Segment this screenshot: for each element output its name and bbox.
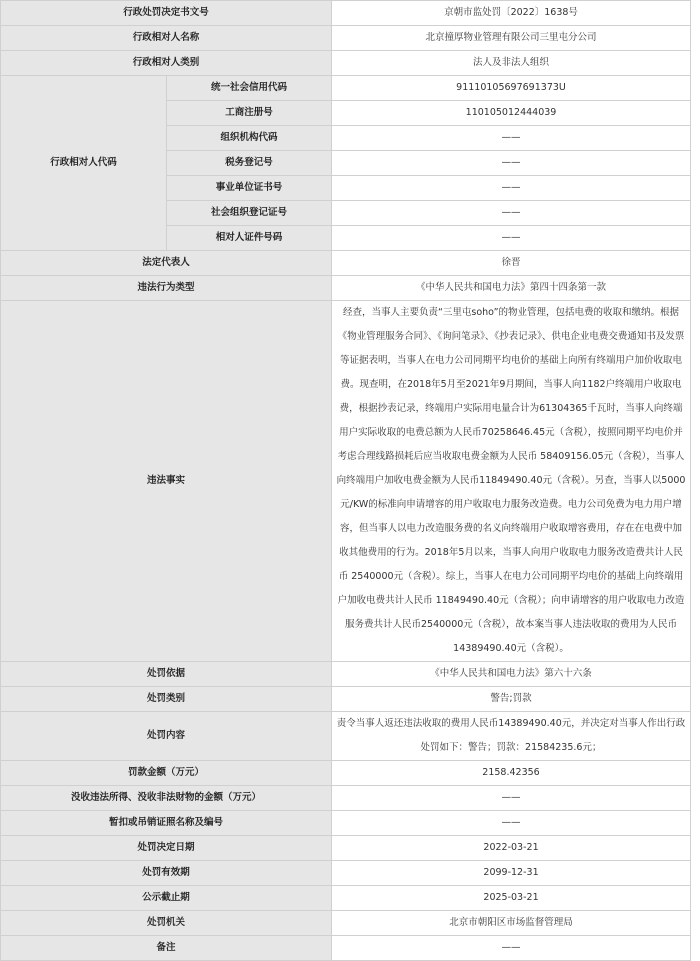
value-tax-reg-no: —— — [332, 151, 691, 176]
value-penalty-content: 责令当事人返还违法收取的费用人民币14389490.40元，并决定对当事人作出行政处罚如下：警告；罚款：21584235.6元； — [332, 712, 691, 761]
row-fine-amount — [1, 761, 691, 786]
label-party-id-no: 相对人证件号码 — [167, 226, 332, 251]
value-party-id-no: —— — [332, 226, 691, 251]
row-violation-facts — [1, 301, 691, 662]
value-institution-cert-no: —— — [332, 176, 691, 201]
label-publicity-deadline: 公示截止期 — [1, 886, 332, 911]
value-penalty-category: 警告;罚款 — [332, 687, 691, 712]
label-violation-facts: 违法事实 — [1, 301, 332, 662]
row-penalty-content — [1, 712, 691, 761]
label-confiscation-amount: 没收违法所得、没收非法财物的金额（万元） — [1, 786, 332, 811]
row-remarks — [1, 936, 691, 961]
row-violation-type — [1, 276, 691, 301]
value-decision-date: 2022-03-21 — [332, 836, 691, 861]
value-authority: 北京市朝阳区市场监督管理局 — [332, 911, 691, 936]
value-org-code: —— — [332, 126, 691, 151]
value-violation-type: 《中华人民共和国电力法》第四十四条第一款 — [332, 276, 691, 301]
row-party-name — [1, 26, 691, 51]
label-legal-rep: 法定代表人 — [1, 251, 332, 276]
label-authority: 处罚机关 — [1, 911, 332, 936]
value-violation-facts: 经查，当事人主要负责“三里屯soho”的物业管理，包括电费的收取和缴纳。根据《物业管理服务合同》、《询问笔录》、《抄表记录》、供电企业电费交费通知书及发票等证据表明，当事人在电力公司同期平均电价的基础上向所有终端用户加价收取电费。现查明，在2018年5月至2021年9月期间，当事人向1182户终端用户收取电费，根据抄表记录，终端用户实际用电量合计为61304365千瓦时，当事人向终端用户实际收取的电费总额为人民币70258646.45元（含税），按照同期平均电价并考虑合理线路损耗后应当收取电费金额为人民币 58409156.05元（含税），当事人向终端用户加收电费金额为人民币11849490.40元（含税）。另查，当事人以5000元/KW的标准向申请增容的用户收取电力服务改造费。电力公司免费为电力用户增容，但当事人以电力改造服务费的名义向终端用户收取增容费用，存在在电费中加收其他费用的行为。2018年5月以来，当事人向用户收取电力服务改造费共计人民币 2540000元（含税）。综上，当事人在电力公司同期平均电价的基础上向终端用户加收电费共计人民币 11849490.40元（含税）；向申请增容的用户收取电力改造服务费共计人民币2540000元（含税），故本案当事人违法收取的费用为人民币14389490.40元（含税）。 — [332, 301, 691, 662]
label-party-name: 行政相对人名称 — [1, 26, 332, 51]
label-license-revoked: 暂扣或吊销证照名称及编号 — [1, 811, 332, 836]
row-publicity-deadline — [1, 886, 691, 911]
label-penalty-category: 处罚类别 — [1, 687, 332, 712]
row-decision-no — [1, 1, 691, 26]
row-license-revoked — [1, 811, 691, 836]
value-valid-until: 2099-12-31 — [332, 861, 691, 886]
row-penalty-category — [1, 687, 691, 712]
label-valid-until: 处罚有效期 — [1, 861, 332, 886]
label-decision-no: 行政处罚决定书文号 — [1, 1, 332, 26]
label-org-code: 组织机构代码 — [167, 126, 332, 151]
row-decision-date — [1, 836, 691, 861]
label-social-org-cert-no: 社会组织登记证号 — [167, 201, 332, 226]
value-business-reg-no: 110105012444039 — [332, 101, 691, 126]
value-remarks: —— — [332, 936, 691, 961]
row-penalty-basis — [1, 662, 691, 687]
value-penalty-basis: 《中华人民共和国电力法》第六十六条 — [332, 662, 691, 687]
label-tax-reg-no: 税务登记号 — [167, 151, 332, 176]
row-authority — [1, 911, 691, 936]
label-party-codes: 行政相对人代码 — [1, 76, 167, 251]
label-penalty-basis: 处罚依据 — [1, 662, 332, 687]
row-legal-rep — [1, 251, 691, 276]
value-publicity-deadline: 2025-03-21 — [332, 886, 691, 911]
value-decision-no: 京朝市监处罚〔2022〕1638号 — [332, 1, 691, 26]
label-violation-type: 违法行为类型 — [1, 276, 332, 301]
label-institution-cert-no: 事业单位证书号 — [167, 176, 332, 201]
value-license-revoked: —— — [332, 811, 691, 836]
value-party-type: 法人及非法人组织 — [332, 51, 691, 76]
value-credit-code: 91110105697691373U — [332, 76, 691, 101]
row-valid-until — [1, 861, 691, 886]
label-fine-amount: 罚款金额（万元） — [1, 761, 332, 786]
value-social-org-cert-no: —— — [332, 201, 691, 226]
row-credit-code — [1, 76, 691, 101]
value-legal-rep: 徐晋 — [332, 251, 691, 276]
row-confiscation-amount — [1, 786, 691, 811]
label-party-type: 行政相对人类别 — [1, 51, 332, 76]
value-confiscation-amount: —— — [332, 786, 691, 811]
row-party-type — [1, 51, 691, 76]
label-remarks: 备注 — [1, 936, 332, 961]
label-decision-date: 处罚决定日期 — [1, 836, 332, 861]
label-penalty-content: 处罚内容 — [1, 712, 332, 761]
label-business-reg-no: 工商注册号 — [167, 101, 332, 126]
value-fine-amount: 2158.42356 — [332, 761, 691, 786]
value-party-name: 北京撞厚物业管理有限公司三里屯分公司 — [332, 26, 691, 51]
label-credit-code: 统一社会信用代码 — [167, 76, 332, 101]
